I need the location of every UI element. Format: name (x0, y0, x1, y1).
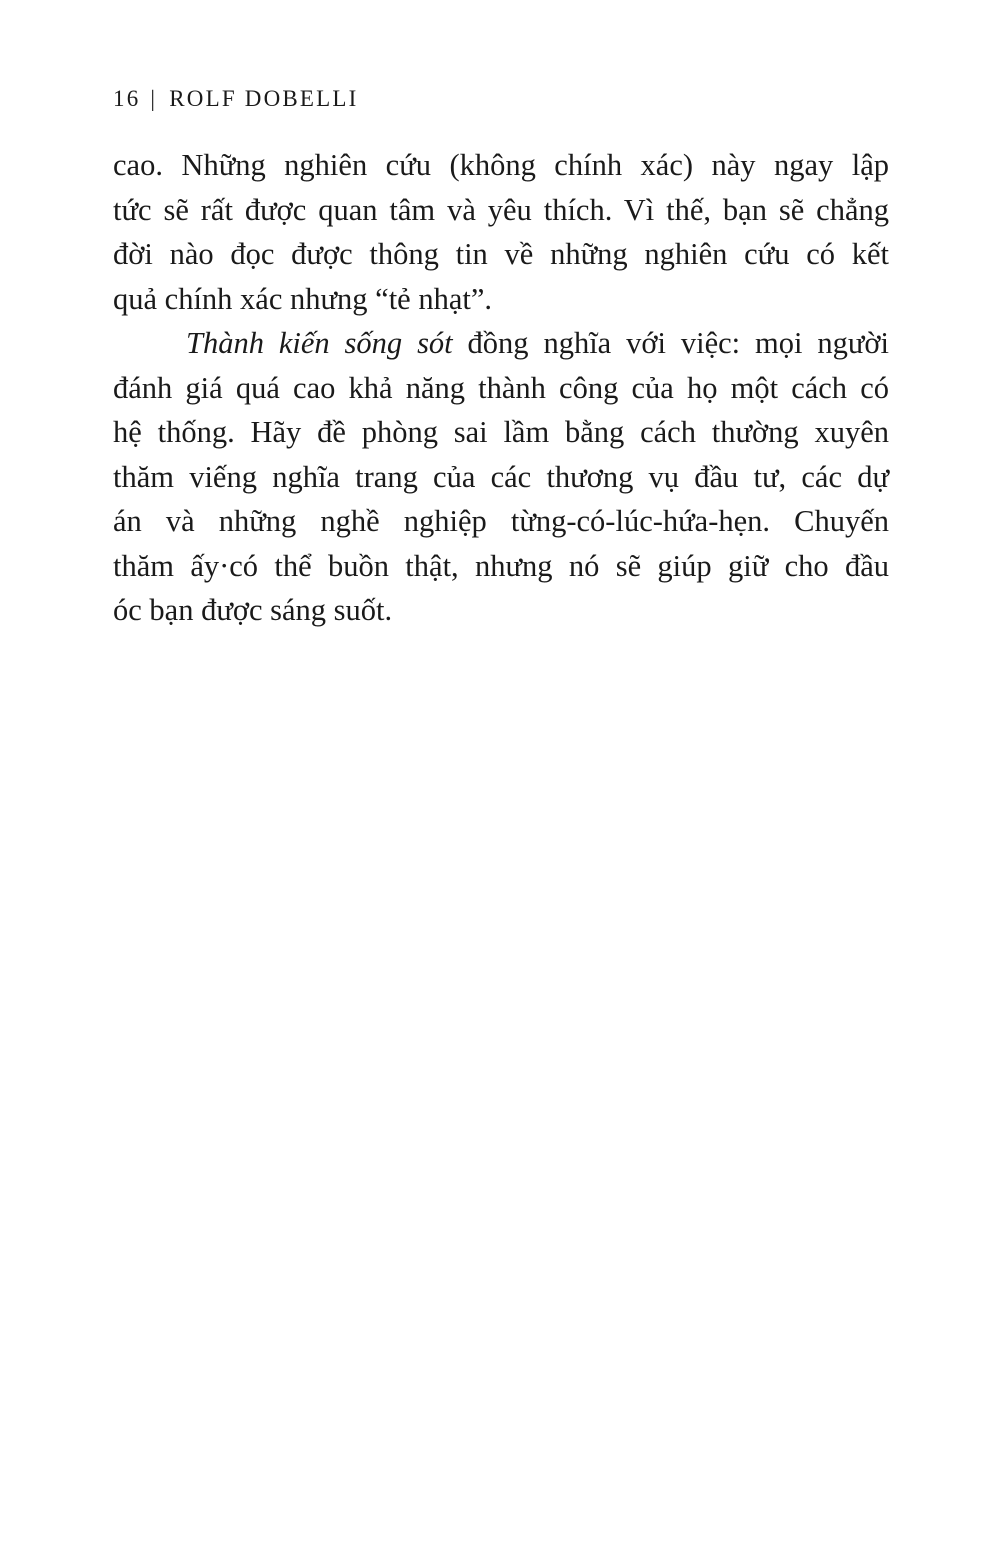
text-line: thăm viếng nghĩa trang của các thương vụ đầu tư, các dự (113, 459, 889, 494)
text-line: hệ thống. Hãy đề phòng sai lầm bằng cách thường xuyên (113, 415, 889, 449)
text-line (113, 321, 889, 366)
running-header (113, 86, 359, 112)
text-line: cao. Những nghiên cứu (không chính xác) này ngay lập (113, 148, 889, 182)
text-line: án và những nghề nghiệp từng-có-lúc-hứa-hẹn. Chuyến (113, 504, 889, 538)
paragraph-continuation (113, 143, 889, 321)
text-run: đồng nghĩa với việc: mọi người (452, 326, 889, 360)
text-line: quả chính xác nhưng “tẻ nhạt”. (113, 281, 493, 316)
text-line: óc bạn được sáng suốt. (113, 593, 393, 627)
italic-term: Thành kiến sống sót (186, 326, 453, 360)
paragraph-survivorship-bias (113, 321, 889, 633)
header-separator: | (150, 86, 158, 111)
page-number: 16 (113, 86, 141, 111)
text-line: đánh giá quá cao khả năng thành công của họ một cách có (113, 370, 889, 405)
text-line: tức sẽ rất được quan tâm và yêu thích. Vì thế, bạn sẽ chẳng (113, 192, 889, 227)
author-name: ROLF DOBELLI (169, 86, 359, 111)
text-line: đời nào đọc được thông tin về những nghiên cứu có kết (113, 237, 889, 271)
text-line: thăm ấy·có thể buồn thật, nhưng nó sẽ giúp giữ cho đầu (113, 548, 889, 583)
body-text (113, 143, 889, 633)
